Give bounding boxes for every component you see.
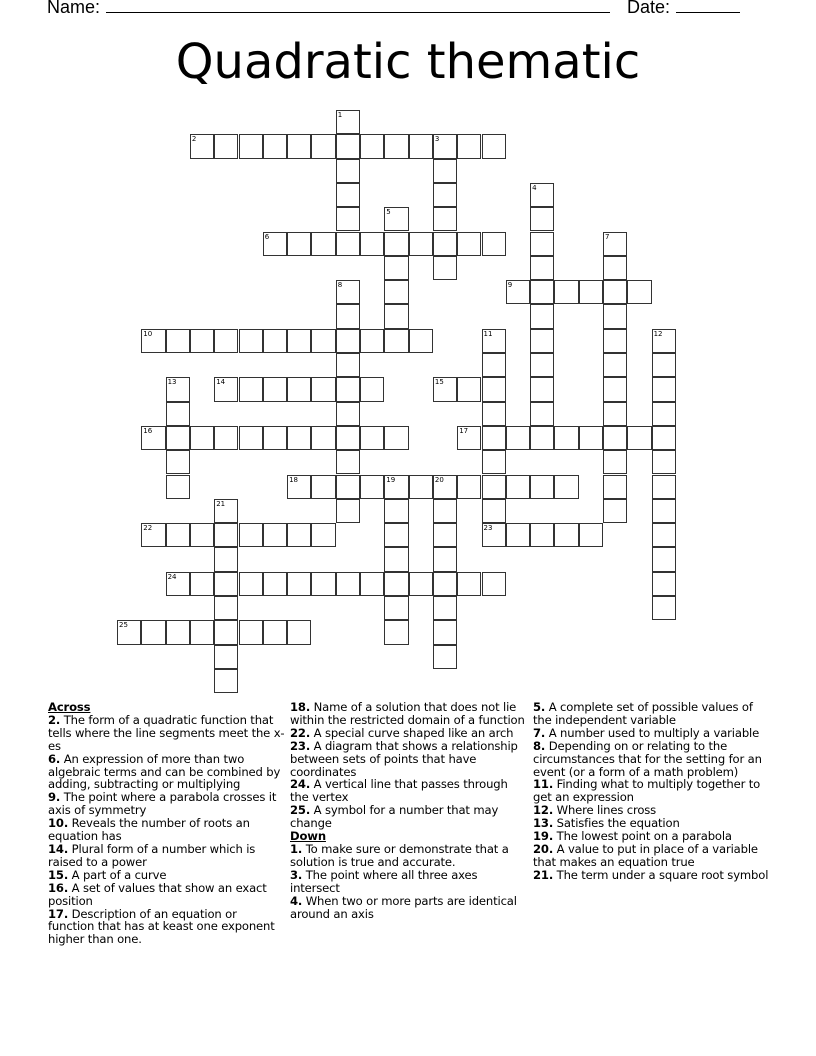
grid-cell[interactable]	[311, 134, 335, 158]
grid-cell[interactable]	[190, 329, 214, 353]
grid-cell[interactable]	[336, 134, 360, 158]
page-title: Quadratic thematic	[175, 34, 641, 90]
grid-cell[interactable]	[190, 523, 214, 547]
clue-number-label: 7	[605, 232, 610, 241]
clues-column-1	[48, 701, 286, 946]
grid-cell[interactable]	[263, 377, 287, 401]
grid-cell[interactable]	[384, 499, 408, 523]
grid-cell[interactable]	[603, 304, 627, 328]
grid-cell[interactable]	[409, 329, 433, 353]
clue-number: 18.	[290, 700, 311, 714]
clue-item	[290, 701, 528, 727]
grid-cell[interactable]	[482, 329, 506, 353]
grid-cell[interactable]	[603, 353, 627, 377]
grid-cell[interactable]	[409, 134, 433, 158]
grid-cell[interactable]	[652, 523, 676, 547]
clue-item	[290, 804, 528, 830]
clue-number-label: 21	[216, 499, 226, 508]
clue-text: The term under a square root symbol	[556, 867, 769, 882]
clues-column-2	[290, 701, 528, 920]
grid-cell[interactable]	[384, 304, 408, 328]
grid-cell[interactable]	[360, 377, 384, 401]
grid-cell[interactable]	[384, 207, 408, 231]
grid-cell[interactable]	[311, 232, 335, 256]
grid-cell[interactable]	[287, 475, 311, 499]
clue-number-label: 12	[653, 329, 663, 338]
clue-number-label: 24	[167, 572, 177, 581]
grid-cell[interactable]	[263, 523, 287, 547]
grid-cell[interactable]	[336, 402, 360, 426]
grid-cell[interactable]	[214, 134, 238, 158]
clue-number-label: 16	[143, 426, 153, 435]
clue-number-label: 4	[532, 183, 537, 192]
clue-number: 23.	[290, 738, 311, 753]
grid-cell[interactable]	[360, 475, 384, 499]
grid-cell[interactable]	[482, 475, 506, 499]
clue-number: 10.	[48, 816, 69, 831]
grid-cell[interactable]	[457, 475, 481, 499]
grid-cell[interactable]	[384, 280, 408, 304]
clue-number-label: 5	[386, 208, 391, 217]
grid-cell[interactable]	[239, 523, 263, 547]
grid-cell[interactable]	[384, 547, 408, 571]
clue-number-label: 18	[289, 475, 299, 484]
clue-number: 2.	[48, 712, 61, 727]
clue-text: The point where a parabola crosses it axis of symmetry	[48, 790, 277, 818]
grid-cell[interactable]	[360, 329, 384, 353]
grid-cell[interactable]	[336, 450, 360, 474]
grid-cell[interactable]	[214, 547, 238, 571]
grid-cell[interactable]	[214, 329, 238, 353]
grid-cell[interactable]	[433, 134, 457, 158]
grid-cell[interactable]	[384, 620, 408, 644]
grid-cell[interactable]	[530, 280, 554, 304]
grid-cell[interactable]	[603, 377, 627, 401]
grid-cell[interactable]	[384, 329, 408, 353]
grid-cell[interactable]	[384, 134, 408, 158]
grid-cell[interactable]	[263, 329, 287, 353]
grid-cell[interactable]	[652, 377, 676, 401]
grid-cell[interactable]	[287, 572, 311, 596]
clue-item	[533, 740, 771, 779]
clue-number: 4.	[290, 893, 303, 908]
grid-cell[interactable]	[214, 426, 238, 450]
grid-cell[interactable]	[554, 280, 578, 304]
grid-cell[interactable]	[603, 256, 627, 280]
grid-cell[interactable]	[336, 572, 360, 596]
grid-cell[interactable]	[190, 134, 214, 158]
grid-cell[interactable]	[239, 134, 263, 158]
clue-number-label: 2	[191, 135, 197, 144]
grid-cell[interactable]	[652, 450, 676, 474]
grid-cell[interactable]	[652, 329, 676, 353]
clue-number-label: 15	[434, 378, 444, 387]
clue-number-label: 20	[434, 475, 444, 484]
grid-cell[interactable]	[530, 256, 554, 280]
clue-number: 7.	[533, 725, 546, 740]
grid-cell[interactable]	[166, 329, 190, 353]
grid-cell[interactable]	[311, 426, 335, 450]
grid-cell[interactable]	[166, 426, 190, 450]
clue-number-label: 9	[507, 281, 513, 290]
clue-item	[48, 882, 286, 908]
clue-text: Name of a solution that does not lie within the restricted domain of a function	[290, 700, 525, 727]
grid-cell[interactable]	[117, 620, 141, 644]
clue-number: 14.	[48, 841, 69, 856]
clue-number-label: 13	[167, 378, 177, 387]
grid-cell[interactable]	[652, 572, 676, 596]
grid-cell[interactable]	[482, 353, 506, 377]
grid-cell[interactable]	[652, 475, 676, 499]
clue-number-label: 3	[434, 135, 440, 144]
clue-item	[48, 908, 286, 947]
grid-cell[interactable]	[239, 329, 263, 353]
grid-cell[interactable]	[530, 329, 554, 353]
crossword-grid	[117, 110, 717, 710]
clue-number: 5.	[533, 700, 546, 714]
grid-cell[interactable]	[530, 402, 554, 426]
grid-cell[interactable]	[433, 523, 457, 547]
date-label: Date:	[627, 0, 671, 17]
grid-cell[interactable]	[579, 426, 603, 450]
grid-cell[interactable]	[263, 572, 287, 596]
clue-text: To make sure or demonstrate that a solution is true and accurate.	[290, 841, 509, 869]
grid-cell[interactable]	[433, 232, 457, 256]
grid-cell[interactable]	[603, 499, 627, 523]
clue-number: 13.	[533, 816, 554, 831]
grid-cell[interactable]	[336, 207, 360, 231]
grid-cell[interactable]	[287, 377, 311, 401]
grid-cell[interactable]	[311, 329, 335, 353]
clue-number-label: 19	[386, 475, 396, 484]
clue-number: 3.	[290, 867, 303, 882]
grid-cell[interactable]	[482, 377, 506, 401]
grid-cell[interactable]	[239, 572, 263, 596]
grid-cell[interactable]	[530, 353, 554, 377]
grid-cell[interactable]	[336, 377, 360, 401]
clue-text: A special curve shaped like an arch	[313, 725, 514, 740]
grid-cell[interactable]	[627, 280, 651, 304]
grid-cell[interactable]	[482, 523, 506, 547]
grid-cell[interactable]	[506, 426, 530, 450]
clue-item	[48, 791, 286, 817]
clue-number: 19.	[533, 829, 554, 844]
grid-cell[interactable]	[214, 645, 238, 669]
grid-cell[interactable]	[409, 232, 433, 256]
grid-cell[interactable]	[287, 134, 311, 158]
grid-cell[interactable]	[190, 426, 214, 450]
clue-text: A value to put in place of a variable that makes an equation true	[533, 841, 758, 869]
grid-cell[interactable]	[603, 329, 627, 353]
clue-number: 24.	[290, 777, 311, 792]
grid-cell[interactable]	[166, 377, 190, 401]
grid-cell[interactable]	[603, 450, 627, 474]
grid-cell[interactable]	[141, 523, 165, 547]
clue-number: 21.	[533, 867, 554, 882]
grid-cell[interactable]	[433, 499, 457, 523]
clue-text: The point where all three axes intersect	[290, 867, 478, 895]
grid-cell[interactable]	[190, 620, 214, 644]
clue-number: 20.	[533, 841, 554, 856]
grid-cell[interactable]	[652, 426, 676, 450]
clue-number: 6.	[48, 751, 61, 766]
grid-cell[interactable]	[482, 572, 506, 596]
clue-number-label: 17	[459, 426, 469, 435]
clue-text: Plural form of a number which is raised to a power	[48, 841, 256, 869]
grid-cell[interactable]	[141, 329, 165, 353]
grid-cell[interactable]	[336, 353, 360, 377]
grid-cell[interactable]	[360, 232, 384, 256]
grid-cell[interactable]	[214, 499, 238, 523]
grid-cell[interactable]	[263, 426, 287, 450]
grid-cell[interactable]	[239, 620, 263, 644]
clue-number-label: 23	[483, 524, 493, 533]
grid-cell[interactable]	[166, 620, 190, 644]
clue-text: A symbol for a number that may change	[290, 803, 499, 831]
grid-cell[interactable]	[360, 134, 384, 158]
clue-number: 15.	[48, 867, 69, 882]
clue-item	[290, 778, 528, 804]
grid-cell[interactable]	[166, 475, 190, 499]
grid-cell[interactable]	[409, 475, 433, 499]
clue-item	[48, 843, 286, 869]
grid-cell[interactable]	[457, 572, 481, 596]
grid-cell[interactable]	[603, 475, 627, 499]
clue-text: Where lines cross	[556, 803, 657, 818]
grid-cell[interactable]	[336, 159, 360, 183]
grid-cell[interactable]	[603, 402, 627, 426]
clue-number: 9.	[48, 790, 61, 805]
grid-cell[interactable]	[482, 402, 506, 426]
grid-cell[interactable]	[554, 426, 578, 450]
grid-cell[interactable]	[336, 426, 360, 450]
grid-cell[interactable]	[336, 499, 360, 523]
grid-cell[interactable]	[214, 572, 238, 596]
grid-cell[interactable]	[506, 523, 530, 547]
grid-cell[interactable]	[457, 377, 481, 401]
grid-cell[interactable]	[652, 547, 676, 571]
grid-cell[interactable]	[433, 547, 457, 571]
grid-cell[interactable]	[336, 280, 360, 304]
clue-text: An expression of more than two algebraic terms and can be combined by adding, subtracting or multiplying	[48, 751, 281, 792]
clue-text: The form of a quadratic function that tells where the line segments meet the x-es	[48, 712, 285, 753]
grid-cell[interactable]	[554, 523, 578, 547]
grid-cell[interactable]	[530, 377, 554, 401]
grid-cell[interactable]	[360, 426, 384, 450]
grid-cell[interactable]	[603, 232, 627, 256]
clue-text: A number used to multiply a variable	[548, 725, 760, 740]
grid-cell[interactable]	[457, 134, 481, 158]
clue-number-label: 6	[264, 232, 270, 241]
grid-cell[interactable]	[166, 450, 190, 474]
grid-cell[interactable]	[239, 426, 263, 450]
down-heading: Down	[290, 829, 326, 844]
grid-cell[interactable]	[457, 426, 481, 450]
grid-cell[interactable]	[214, 620, 238, 644]
grid-cell[interactable]	[336, 232, 360, 256]
grid-cell[interactable]	[433, 377, 457, 401]
grid-cell[interactable]	[530, 475, 554, 499]
clue-item	[533, 869, 771, 882]
grid-cell[interactable]	[287, 232, 311, 256]
grid-cell[interactable]	[506, 280, 530, 304]
clue-number-label: 10	[143, 329, 153, 338]
grid-cell[interactable]	[311, 475, 335, 499]
grid-cell[interactable]	[287, 329, 311, 353]
grid-cell[interactable]	[554, 475, 578, 499]
grid-cell[interactable]	[263, 134, 287, 158]
grid-cell[interactable]	[311, 523, 335, 547]
grid-cell[interactable]	[530, 523, 554, 547]
grid-cell[interactable]	[530, 426, 554, 450]
clue-text: Reveals the number of roots an equation has	[48, 816, 250, 844]
grid-cell[interactable]	[384, 596, 408, 620]
clue-text: A vertical line that passes through the vertex	[290, 777, 508, 805]
grid-cell[interactable]	[166, 523, 190, 547]
grid-cell[interactable]	[384, 232, 408, 256]
grid-cell[interactable]	[530, 183, 554, 207]
clue-text: A diagram that shows a relationship between sets of points that have coordinates	[290, 738, 518, 779]
clue-text: A complete set of possible values of the independent variable	[533, 700, 753, 727]
grid-cell[interactable]	[603, 426, 627, 450]
grid-cell[interactable]	[336, 329, 360, 353]
clue-item	[290, 895, 528, 921]
grid-cell[interactable]	[652, 353, 676, 377]
clue-text: When two or more parts are identical around an axis	[290, 893, 517, 921]
clue-text: Finding what to multiply together to get an expression	[533, 777, 761, 805]
grid-cell[interactable]	[530, 304, 554, 328]
grid-cell[interactable]	[311, 377, 335, 401]
grid-cell[interactable]	[433, 256, 457, 280]
grid-cell[interactable]	[433, 207, 457, 231]
grid-cell[interactable]	[482, 499, 506, 523]
grid-cell[interactable]	[287, 620, 311, 644]
grid-cell[interactable]	[433, 572, 457, 596]
grid-cell[interactable]	[141, 426, 165, 450]
clue-item	[290, 740, 528, 779]
grid-cell[interactable]	[482, 426, 506, 450]
grid-cell[interactable]	[263, 620, 287, 644]
grid-cell[interactable]	[384, 426, 408, 450]
grid-cell[interactable]	[287, 523, 311, 547]
grid-cell[interactable]	[530, 232, 554, 256]
clue-item	[48, 753, 286, 792]
grid-cell[interactable]	[336, 475, 360, 499]
grid-cell[interactable]	[311, 572, 335, 596]
grid-cell[interactable]	[384, 256, 408, 280]
date-field[interactable]	[627, 0, 740, 18]
clues-column-3	[533, 701, 771, 882]
grid-cell[interactable]	[166, 402, 190, 426]
grid-cell[interactable]	[457, 232, 481, 256]
name-blank-line[interactable]	[106, 0, 610, 13]
grid-cell[interactable]	[433, 475, 457, 499]
grid-cell[interactable]	[506, 475, 530, 499]
clue-number: 8.	[533, 738, 546, 753]
grid-cell[interactable]	[433, 183, 457, 207]
name-label: Name:	[47, 0, 101, 17]
grid-cell[interactable]	[482, 134, 506, 158]
clue-number: 16.	[48, 880, 69, 895]
clue-number-label: 11	[483, 329, 493, 338]
clue-text: Satisfies the equation	[556, 816, 680, 831]
grid-cell[interactable]	[579, 523, 603, 547]
grid-cell[interactable]	[482, 232, 506, 256]
grid-cell[interactable]	[384, 572, 408, 596]
grid-cell[interactable]	[530, 207, 554, 231]
clue-number: 1.	[290, 841, 303, 856]
clue-text: Description of an equation or function that has at keast one exponent higher than one.	[48, 906, 275, 947]
clue-text: A set of values that show an exact position	[48, 880, 267, 908]
grid-cell[interactable]	[433, 620, 457, 644]
clue-number: 22.	[290, 725, 311, 740]
grid-cell[interactable]	[384, 475, 408, 499]
grid-cell[interactable]	[603, 280, 627, 304]
grid-cell[interactable]	[263, 232, 287, 256]
grid-cell[interactable]	[214, 523, 238, 547]
grid-cell[interactable]	[287, 426, 311, 450]
clue-item	[290, 843, 528, 869]
clue-item	[48, 714, 286, 753]
clue-number-label: 1	[337, 111, 343, 119]
grid-cell[interactable]	[652, 596, 676, 620]
clue-number-label: 8	[337, 281, 343, 290]
across-heading: Across	[48, 700, 91, 714]
grid-cell[interactable]	[627, 426, 651, 450]
grid-cell[interactable]	[482, 450, 506, 474]
grid-cell[interactable]	[433, 645, 457, 669]
grid-cell[interactable]	[214, 669, 238, 693]
clue-number-label: 25	[119, 621, 128, 630]
grid-cell[interactable]	[190, 572, 214, 596]
grid-cell[interactable]	[166, 572, 190, 596]
grid-cell[interactable]	[336, 110, 360, 134]
clue-item	[48, 817, 286, 843]
clue-text: A part of a curve	[71, 867, 167, 882]
clue-item	[290, 869, 528, 895]
grid-cell[interactable]	[336, 183, 360, 207]
clue-text: Depending on or relating to the circumstances that for the setting for an event (or a form of a math problem)	[533, 738, 762, 779]
clue-number: 11.	[533, 777, 554, 792]
grid-cell[interactable]	[579, 280, 603, 304]
clue-number-label: 14	[216, 378, 226, 387]
grid-cell[interactable]	[652, 499, 676, 523]
clue-number: 17.	[48, 906, 69, 921]
grid-cell[interactable]	[433, 596, 457, 620]
grid-cell[interactable]	[239, 377, 263, 401]
clue-text: The lowest point on a parabola	[556, 829, 732, 844]
grid-cell[interactable]	[141, 620, 165, 644]
clue-number-label: 22	[143, 524, 153, 533]
grid-cell[interactable]	[214, 377, 238, 401]
date-blank-line[interactable]	[676, 0, 740, 13]
name-field[interactable]	[47, 0, 610, 18]
clue-number: 25.	[290, 803, 311, 818]
grid-cell[interactable]	[652, 402, 676, 426]
grid-cell[interactable]	[360, 572, 384, 596]
grid-cell[interactable]	[214, 596, 238, 620]
clue-item	[533, 778, 771, 804]
grid-cell[interactable]	[336, 304, 360, 328]
grid-cell[interactable]	[433, 159, 457, 183]
clue-item	[533, 701, 771, 727]
grid-cell[interactable]	[409, 572, 433, 596]
grid-cell[interactable]	[384, 523, 408, 547]
clue-number: 12.	[533, 803, 554, 818]
clue-item	[533, 843, 771, 869]
